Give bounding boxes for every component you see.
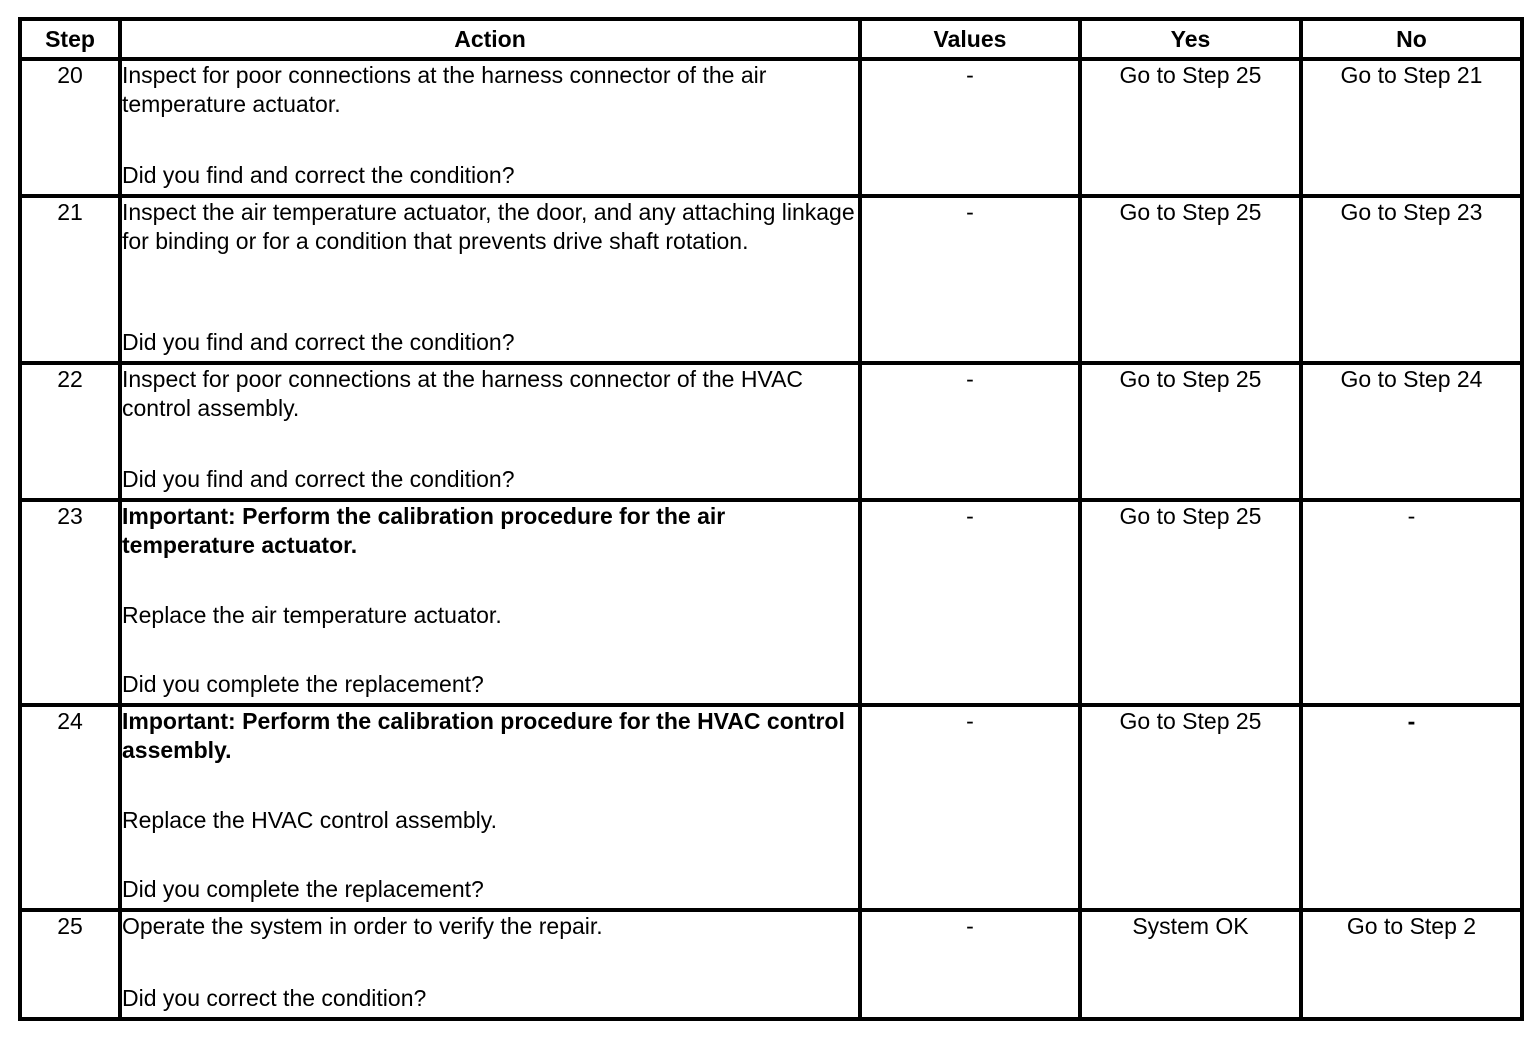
step-number: 23 <box>20 500 120 705</box>
table-row <box>20 705 1522 910</box>
important-note: Important: Perform the calibration procedure for the HVAC control assembly. <box>122 708 845 763</box>
yes-cell: Go to Step 25 <box>1080 363 1301 500</box>
values-cell: - <box>860 910 1080 1019</box>
no-cell: - <box>1301 500 1522 705</box>
action-cell <box>120 196 860 363</box>
values-cell: - <box>860 196 1080 363</box>
action-instruction: Replace the air temperature actuator. <box>122 601 502 628</box>
step-number: 25 <box>20 910 120 1019</box>
yes-cell: Go to Step 25 <box>1080 59 1301 196</box>
no-cell: Go to Step 2 <box>1301 910 1522 1019</box>
important-note: Important: Perform the calibration procedure for the air temperature actuator. <box>122 503 726 558</box>
action-instruction: Replace the HVAC control assembly. <box>122 806 497 833</box>
table-row <box>20 910 1522 1019</box>
action-question: Did you complete the replacement? <box>122 671 484 697</box>
action-cell <box>120 363 860 500</box>
table-row <box>20 196 1522 363</box>
values-cell: - <box>860 500 1080 705</box>
diagnostic-table <box>18 17 1524 1021</box>
action-cell <box>120 705 860 910</box>
yes-cell: System OK <box>1080 910 1301 1019</box>
action-instruction: Inspect the air temperature actuator, the door, and any attaching linkage for binding or for a condition that prevents drive shaft rotation. <box>122 199 855 254</box>
no-cell: Go to Step 23 <box>1301 196 1522 363</box>
yes-cell: Go to Step 25 <box>1080 196 1301 363</box>
values-cell: - <box>860 59 1080 196</box>
action-question: Did you find and correct the condition? <box>122 162 515 188</box>
action-instruction: Inspect for poor connections at the harness connector of the HVAC control assembly. <box>122 366 804 421</box>
action-cell <box>120 500 860 705</box>
step-number: 21 <box>20 196 120 363</box>
header-no: No <box>1301 19 1522 59</box>
step-number: 24 <box>20 705 120 910</box>
values-cell: - <box>860 363 1080 500</box>
table-row <box>20 500 1522 705</box>
step-number: 22 <box>20 363 120 500</box>
table-row <box>20 59 1522 196</box>
action-question: Did you find and correct the condition? <box>122 466 515 492</box>
action-question: Did you find and correct the condition? <box>122 329 515 355</box>
action-instruction: Operate the system in order to verify the repair. <box>122 913 603 939</box>
yes-cell: Go to Step 25 <box>1080 500 1301 705</box>
action-question: Did you correct the condition? <box>122 985 427 1011</box>
header-row <box>20 19 1522 59</box>
no-cell: Go to Step 21 <box>1301 59 1522 196</box>
action-cell <box>120 910 860 1019</box>
header-step: Step <box>20 19 120 59</box>
step-number: 20 <box>20 59 120 196</box>
header-values: Values <box>860 19 1080 59</box>
no-cell: Go to Step 24 <box>1301 363 1522 500</box>
action-cell <box>120 59 860 196</box>
yes-cell: Go to Step 25 <box>1080 705 1301 910</box>
values-cell: - <box>860 705 1080 910</box>
action-question: Did you complete the replacement? <box>122 876 484 902</box>
header-action: Action <box>120 19 860 59</box>
action-instruction: Inspect for poor connections at the harness connector of the air temperature actuator. <box>122 62 767 117</box>
no-cell: - <box>1301 705 1522 910</box>
table-row <box>20 363 1522 500</box>
header-yes: Yes <box>1080 19 1301 59</box>
